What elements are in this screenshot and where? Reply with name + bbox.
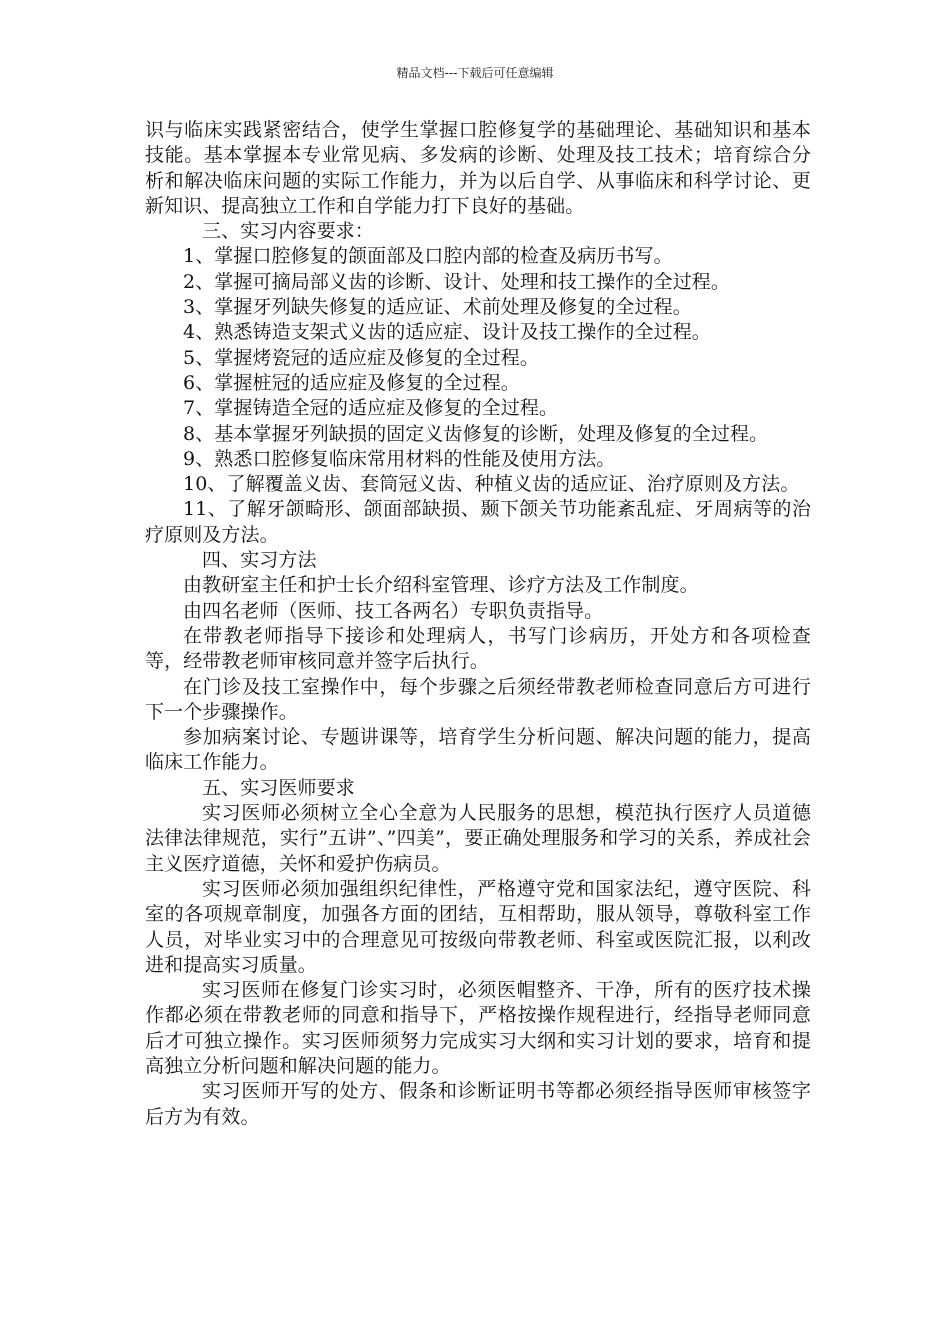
list-item: 5、掌握烤瓷冠的适应症及修复的全过程。 xyxy=(183,346,539,369)
list-item: 2、掌握可摘局部义齿的诊断、设计、处理和技工操作的全过程。 xyxy=(183,270,730,293)
paragraph: 参加病案讨论、专题讲课等，培育学生分析问题、解决问题的能力，提高临床工作能力。 xyxy=(145,726,811,774)
paragraph: 在门诊及技工室操作中，每个步骤之后须经带教老师检查同意后方可进行下一个步骤操作。 xyxy=(145,675,811,723)
list-item: 6、掌握桩冠的适应症及修复的全过程。 xyxy=(183,371,520,394)
paragraph: 实习医师必须树立全心全意为人民服务的思想，模范执行医疗人员道德法律法律规范，实行”五讲”、”四美”，要正确处理服务和学习的关系，养成社会主义医疗道德，关怀和爱护伤病员。 xyxy=(145,802,811,875)
section-heading-intern-requirements: 五、实习医师要求 xyxy=(202,776,355,799)
document-body xyxy=(145,118,811,1130)
section-heading-internship-content: 三、实习内容要求： xyxy=(202,220,374,243)
list-item: 11、了解牙颌畸形、颌面部缺损、颞下颌关节功能紊乱症、牙周病等的治疗原则及方法。 xyxy=(145,498,811,546)
list-item: 7、掌握铸造全冠的适应症及修复的全过程。 xyxy=(183,397,559,420)
paragraph-intro-continuation: 识与临床实践紧密结合，使学生掌握口腔修复学的基础理论、基础知识和基本技能。基本掌握本专业常见病、多发病的诊断、处理及技工技术；培育综合分析和解决临床问题的实际工作能力，并为以后自学、从事临床和科学讨论、更新知识、提高独立工作和自学能力打下良好的基础。 xyxy=(145,119,811,217)
paragraph: 实习医师开写的处方、假条和诊断证明书等都必须经指导医师审核签字后方为有效。 xyxy=(145,1080,811,1128)
paragraph: 由四名老师（医师、技工各两名）专职负责指导。 xyxy=(183,599,604,622)
list-item: 10、了解覆盖义齿、套筒冠义齿、种植义齿的适应证、治疗原则及方法。 xyxy=(183,473,800,496)
list-item: 3、掌握牙列缺失修复的适应证、术前处理及修复的全过程。 xyxy=(183,296,692,319)
page-header: 精品文档---下载后可任意编辑 xyxy=(396,66,554,80)
paragraph: 实习医师在修复门诊实习时，必须医帽整齐、干净，所有的医疗技术操作都必须在带教老师的同意和指导下，严格按操作规程进行，经指导老师同意后才可独立操作。实习医师须努力完成实习大纲和实习计划的要求，培育和提高独立分析问题和解决问题的能力。 xyxy=(145,979,811,1077)
list-item: 8、基本掌握牙列缺损的固定义齿修复的诊断，处理及修复的全过程。 xyxy=(183,422,769,445)
paragraph: 由教研室主任和护士长介绍科室管理、诊疗方法及工作制度。 xyxy=(183,574,699,597)
section-heading-internship-method: 四、实习方法 xyxy=(202,549,317,572)
list-item: 1、掌握口腔修复的颌面部及口腔内部的检查及病历书写。 xyxy=(183,245,673,268)
list-item: 4、熟悉铸造支架式义齿的适应症、设计及技工操作的全过程。 xyxy=(183,321,711,344)
list-item: 9、熟悉口腔修复临床常用材料的性能及使用方法。 xyxy=(183,447,616,470)
paragraph: 在带教老师指导下接诊和处理病人，书写门诊病历，开处方和各项检查等，经带教老师审核同意并签字后执行。 xyxy=(145,624,811,673)
paragraph: 实习医师必须加强组织纪律性，严格遵守党和国家法纪，遵守医院、科室的各项规章制度，加强各方面的团结，互相帮助，服从领导，尊敬科室工作人员，对毕业实习中的合理意见可按级向带教老师、科室或医院汇报，以利改进和提高实习质量。 xyxy=(145,877,811,976)
